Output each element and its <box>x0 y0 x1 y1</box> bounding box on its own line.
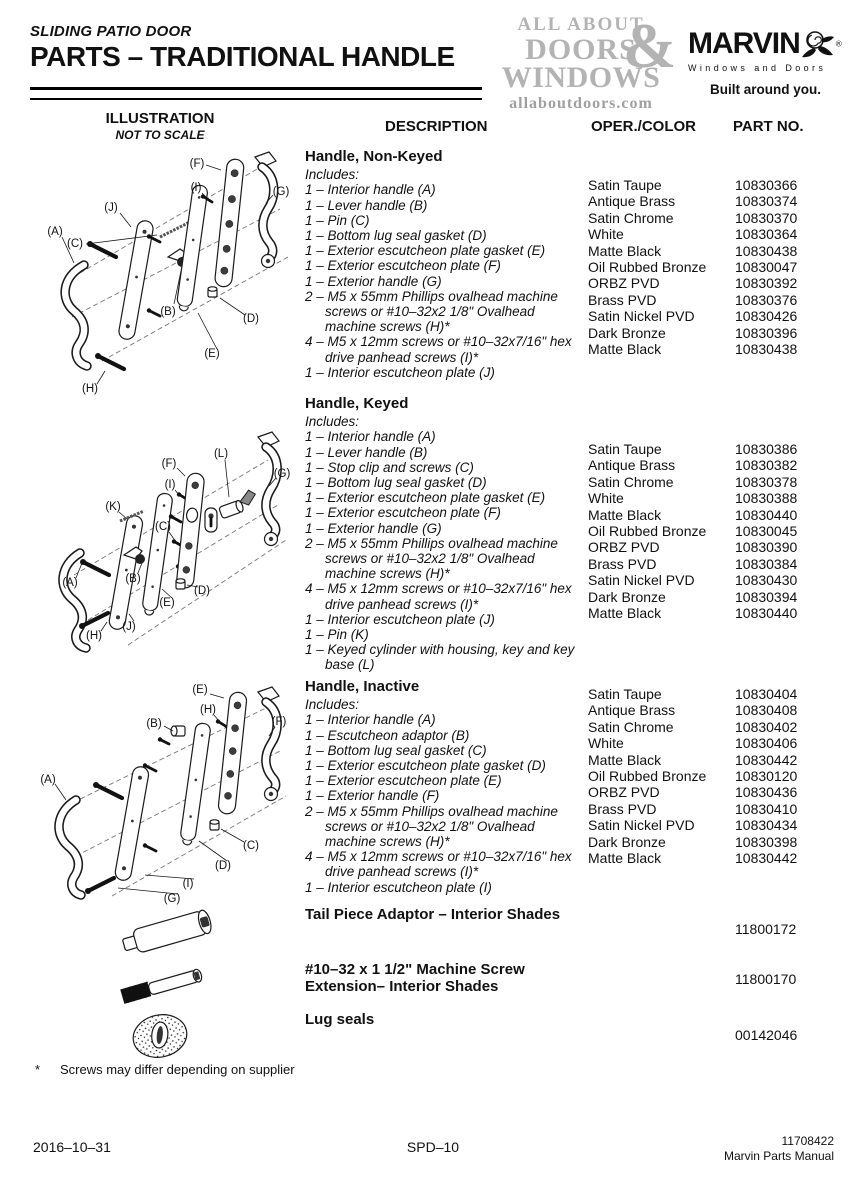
marvin-logo <box>688 27 866 97</box>
parts-item: 1 – Exterior escutcheon plate gasket (E) <box>305 243 546 259</box>
watermark-site: allaboutdoors.com <box>509 95 653 112</box>
diagram-label: (F) <box>161 458 177 470</box>
diagram-label: (C) <box>155 521 171 533</box>
diagram-label: (B) <box>160 306 176 318</box>
finish-color: White <box>588 490 624 507</box>
finish-color: White <box>588 226 624 243</box>
finish-row <box>588 752 838 768</box>
finish-row <box>588 243 838 259</box>
finish-part-number: 10830410 <box>735 800 798 817</box>
finishes-table-inactive <box>588 686 838 866</box>
illustration-lug-seal <box>128 1006 192 1066</box>
part-no-column-header: PART NO. <box>733 118 804 135</box>
finish-color: Matte Black <box>588 751 662 768</box>
finish-row <box>588 539 838 555</box>
finish-part-number: 10830384 <box>735 555 798 572</box>
diagram-label: (B) <box>146 718 162 730</box>
finish-color: ORBZ PVD <box>588 784 660 801</box>
footnote-text: Screws may differ depending on supplier <box>60 1062 295 1077</box>
watermark-ampersand: & <box>623 10 677 81</box>
diagram-label: (C) <box>243 840 259 852</box>
parts-item: 1 – Lever handle (B) <box>305 444 428 460</box>
finish-part-number: 10830404 <box>735 686 798 702</box>
finish-row <box>588 275 838 291</box>
extra-title-machine-screw <box>305 961 565 995</box>
finish-row <box>588 605 838 621</box>
finish-row <box>588 556 838 572</box>
finish-part-number: 10830120 <box>735 768 798 785</box>
footer-page-number: SPD–10 <box>406 1139 460 1155</box>
finish-row <box>588 490 838 506</box>
finish-row <box>588 210 838 226</box>
diagram-label: (I) <box>182 878 194 890</box>
finish-part-number: 10830398 <box>735 833 798 850</box>
parts-item: 2 – M5 x 55mm Phillips ovalhead machine screws or #10–32x2 1/8" Ovalhead machine screws (H)* <box>305 803 558 850</box>
watermark-line2: DOORS <box>525 33 637 66</box>
diagram-label: (L) <box>213 448 229 460</box>
finishes-table-non-keyed <box>588 177 838 357</box>
finish-color: Brass PVD <box>588 800 657 817</box>
finish-row <box>588 341 838 357</box>
finish-color: Matte Black <box>588 341 662 358</box>
parts-item: 1 – Exterior handle (F) <box>305 788 440 804</box>
finish-color: Matte Black <box>588 850 662 867</box>
finish-part-number: 10830370 <box>735 209 798 226</box>
finish-part-number: 10830376 <box>735 291 798 308</box>
parts-item: 4 – M5 x 12mm screws or #10–32x7/16" hex drive panhead screws (I)* <box>305 581 572 612</box>
extra-title-lug-seals: Lug seals <box>305 1011 375 1028</box>
finish-color: Antique Brass <box>588 193 676 210</box>
parts-item: 1 – Escutcheon adaptor (B) <box>305 727 470 743</box>
finish-part-number: 10830430 <box>735 572 798 589</box>
diagram-label: (D) <box>215 860 231 872</box>
finish-part-number: 10830434 <box>735 817 798 834</box>
finish-color: Dark Bronze <box>588 324 666 341</box>
finish-part-number: 10830045 <box>735 523 798 540</box>
finish-part-number: 10830374 <box>735 193 798 210</box>
diagram-label: (A) <box>47 226 63 238</box>
finish-part-number: 10830426 <box>735 308 798 325</box>
finish-row <box>588 441 838 457</box>
document-eyebrow: SLIDING PATIO DOOR <box>30 23 192 40</box>
parts-item: 2 – M5 x 55mm Phillips ovalhead machine screws or #10–32x2 1/8" Ovalhead machine screws (H)* <box>305 535 558 582</box>
section-title: Handle, Inactive <box>305 678 420 695</box>
finish-color: Brass PVD <box>588 291 657 308</box>
brand-tagline: Built around you. <box>710 82 821 97</box>
footnote-mark: * <box>35 1062 41 1077</box>
diagram-label: (E) <box>204 348 220 360</box>
finish-row <box>588 686 838 702</box>
parts-item: 1 – Stop clip and screws (C) <box>305 459 474 475</box>
extra-part-number: 11800170 <box>735 971 797 987</box>
finish-color: Satin Taupe <box>588 441 662 457</box>
finish-part-number: 10830366 <box>735 177 798 193</box>
finish-part-number: 10830386 <box>735 441 798 457</box>
finish-part-number: 10830396 <box>735 324 798 341</box>
parts-item: 2 – M5 x 55mm Phillips ovalhead machine screws or #10–32x2 1/8" Ovalhead machine screws (H)* <box>305 288 558 335</box>
parts-item: 1 – Bottom lug seal gasket (D) <box>305 475 487 491</box>
finish-row <box>588 457 838 473</box>
parts-item: 1 – Exterior escutcheon plate gasket (E) <box>305 490 546 506</box>
diagram-label: (D) <box>243 313 259 325</box>
parts-item: 1 – Exterior escutcheon plate gasket (D) <box>305 758 546 774</box>
section-handle-non-keyed <box>305 149 589 380</box>
finish-color: Satin Chrome <box>588 718 674 735</box>
extra-part-number: 00142046 <box>735 1027 798 1043</box>
diagram-label: (A) <box>62 577 78 589</box>
includes-label: Includes: <box>305 167 360 183</box>
finish-row <box>588 801 838 817</box>
diagram-label: (I) <box>190 182 202 194</box>
finish-color: Matte Black <box>588 242 662 259</box>
finish-row <box>588 226 838 242</box>
footer-date: 2016–10–31 <box>33 1139 111 1155</box>
finish-row <box>588 177 838 193</box>
finish-row <box>588 292 838 308</box>
finish-part-number: 10830440 <box>735 506 798 523</box>
includes-label: Includes: <box>305 697 360 713</box>
finish-part-number: 10830047 <box>735 259 798 276</box>
finish-row <box>588 735 838 751</box>
extra-title-tail-piece: Tail Piece Adaptor – Interior Shades <box>305 906 561 923</box>
finish-color: Matte Black <box>588 605 662 622</box>
finish-part-number: 10830364 <box>735 226 798 243</box>
finish-part-number: 10830378 <box>735 473 798 490</box>
diagram-label: (I) <box>164 479 176 491</box>
finish-color: Satin Taupe <box>588 686 662 702</box>
parts-item: 1 – Interior escutcheon plate (J) <box>305 611 495 627</box>
includes-label: Includes: <box>305 414 360 430</box>
finish-color: Matte Black <box>588 506 662 523</box>
page-title: PARTS – TRADITIONAL HANDLE <box>30 41 455 72</box>
finish-color: Antique Brass <box>588 457 676 474</box>
finish-color: Satin Chrome <box>588 209 674 226</box>
extra-title-line2: Extension– Interior Shades <box>305 978 499 995</box>
watermark-line3: WINDOWS <box>501 61 661 94</box>
title-divider <box>30 87 482 100</box>
finish-row <box>588 474 838 490</box>
finish-row <box>588 850 838 866</box>
finish-row <box>588 325 838 341</box>
parts-item: 1 – Lever handle (B) <box>305 197 428 213</box>
parts-item: 1 – Exterior handle (G) <box>305 273 442 289</box>
finish-row <box>588 719 838 735</box>
diagram-label: (E) <box>192 684 208 696</box>
parts-item: 4 – M5 x 12mm screws or #10–32x7/16" hex drive panhead screws (I)* <box>305 334 572 365</box>
finish-part-number: 10830394 <box>735 588 798 605</box>
parts-item: 1 – Exterior escutcheon plate (E) <box>305 773 502 789</box>
registered-mark: ® <box>835 39 842 49</box>
extra-title-line1: #10–32 x 1 1/2" Machine Screw <box>305 961 525 978</box>
finish-row <box>588 784 838 800</box>
parts-item: 1 – Pin (K) <box>305 627 369 643</box>
not-to-scale-label: NOT TO SCALE <box>115 128 205 142</box>
parts-item: 1 – Exterior escutcheon plate (F) <box>305 258 501 274</box>
finish-part-number: 10830408 <box>735 702 798 719</box>
finish-color: Antique Brass <box>588 702 676 719</box>
finish-color: Dark Bronze <box>588 588 666 605</box>
finish-part-number: 10830382 <box>735 457 798 474</box>
description-column-header: DESCRIPTION <box>385 118 488 135</box>
parts-item: 1 – Bottom lug seal gasket (C) <box>305 742 487 758</box>
diagram-label: (E) <box>159 597 175 609</box>
finish-row <box>588 834 838 850</box>
header-title-block <box>30 23 455 73</box>
finish-color: Dark Bronze <box>588 833 666 850</box>
finish-color: ORBZ PVD <box>588 275 660 292</box>
section-handle-keyed <box>305 396 589 673</box>
finish-row <box>588 768 838 784</box>
finish-color: White <box>588 735 624 752</box>
finish-row <box>588 308 838 324</box>
finish-part-number: 10830438 <box>735 242 798 259</box>
diagram-handle-inactive <box>28 678 308 918</box>
section-title: Handle, Keyed <box>305 395 409 412</box>
footer-doc-number: 11708422 <box>781 1134 834 1148</box>
watermark-line1: ALL ABOUT <box>517 14 645 35</box>
finish-color: Brass PVD <box>588 555 657 572</box>
finish-part-number: 10830436 <box>735 784 798 801</box>
diagram-handle-non-keyed <box>30 145 302 395</box>
finish-color: Oil Rubbed Bronze <box>588 259 707 276</box>
brand-subtitle: Windows and Doors <box>688 63 827 73</box>
parts-item: 1 – Keyed cylinder with housing, key and key base (L) <box>305 642 575 673</box>
diagram-label: (C) <box>67 238 83 250</box>
finish-row <box>588 702 838 718</box>
finish-part-number: 10830442 <box>735 850 798 867</box>
finish-color: Satin Chrome <box>588 473 674 490</box>
diagram-label: (J) <box>122 621 136 633</box>
finish-row <box>588 259 838 275</box>
diagram-label: (D) <box>194 585 210 597</box>
diagram-label: (K) <box>105 501 121 513</box>
finish-part-number: 10830390 <box>735 539 798 556</box>
brand-name-row <box>688 27 866 61</box>
diagram-label: (H) <box>82 383 98 395</box>
finish-part-number: 10830440 <box>735 605 798 622</box>
finish-color: Oil Rubbed Bronze <box>588 523 707 540</box>
finish-color: Satin Taupe <box>588 177 662 193</box>
finish-row <box>588 193 838 209</box>
finish-color: Satin Nickel PVD <box>588 308 695 325</box>
rose-icon <box>800 40 836 57</box>
diagram-label: (A) <box>40 774 56 786</box>
parts-item: 1 – Interior escutcheon plate (J) <box>305 364 495 380</box>
diagram-label: (H) <box>200 704 216 716</box>
finish-part-number: 10830388 <box>735 490 798 507</box>
finish-color: Satin Nickel PVD <box>588 817 695 834</box>
finish-color: Oil Rubbed Bronze <box>588 768 707 785</box>
finish-row <box>588 817 838 833</box>
parts-item: 1 – Interior handle (A) <box>305 429 436 445</box>
diagram-label: (B) <box>125 573 141 585</box>
parts-item: 1 – Bottom lug seal gasket (D) <box>305 228 487 244</box>
illustration-tail-piece-adaptor <box>118 900 228 962</box>
finish-part-number: 10830406 <box>735 735 798 752</box>
footer-doc-block <box>724 1134 834 1164</box>
parts-item: 1 – Interior handle (A) <box>305 712 436 728</box>
finish-row <box>588 589 838 605</box>
illustration-label: ILLUSTRATION <box>105 110 215 127</box>
finish-part-number: 10830442 <box>735 751 798 768</box>
brand-name: MARVIN <box>688 27 800 60</box>
parts-item: 1 – Interior handle (A) <box>305 182 436 198</box>
finish-color: Satin Nickel PVD <box>588 572 695 589</box>
diagram-label: (H) <box>86 630 102 642</box>
finish-row <box>588 523 838 539</box>
diagram-label: (G) <box>163 893 181 905</box>
diagram-label: (J) <box>104 202 118 214</box>
extra-part-number: 11800172 <box>735 921 797 937</box>
finish-part-number: 10830392 <box>735 275 798 292</box>
diagram-label: (G) <box>273 468 291 480</box>
parts-item: 4 – M5 x 12mm screws or #10–32x7/16" hex drive panhead screws (I)* <box>305 849 572 880</box>
finish-part-number: 10830402 <box>735 718 798 735</box>
footer-manual-name: Marvin Parts Manual <box>723 1149 834 1163</box>
diagram-label: (G) <box>272 186 290 198</box>
oper-color-column-header: OPER./COLOR <box>591 118 697 135</box>
finish-row <box>588 572 838 588</box>
diagram-label: (F) <box>271 716 287 728</box>
section-title: Handle, Non-Keyed <box>305 148 443 165</box>
finish-part-number: 10830438 <box>735 341 798 358</box>
illustration-column-header <box>90 110 230 142</box>
finishes-table-keyed <box>588 441 838 621</box>
parts-item: 1 – Interior escutcheon plate (I) <box>305 879 492 895</box>
section-handle-inactive <box>305 679 589 895</box>
allaboutdoors-watermark <box>497 10 677 113</box>
diagram-handle-keyed <box>30 415 302 675</box>
parts-item: 1 – Exterior escutcheon plate (F) <box>305 505 501 521</box>
finish-color: ORBZ PVD <box>588 539 660 556</box>
finish-row <box>588 507 838 523</box>
diagram-label: (F) <box>189 158 205 170</box>
parts-item: 1 – Exterior handle (G) <box>305 520 442 536</box>
parts-item: 1 – Pin (C) <box>305 212 370 228</box>
